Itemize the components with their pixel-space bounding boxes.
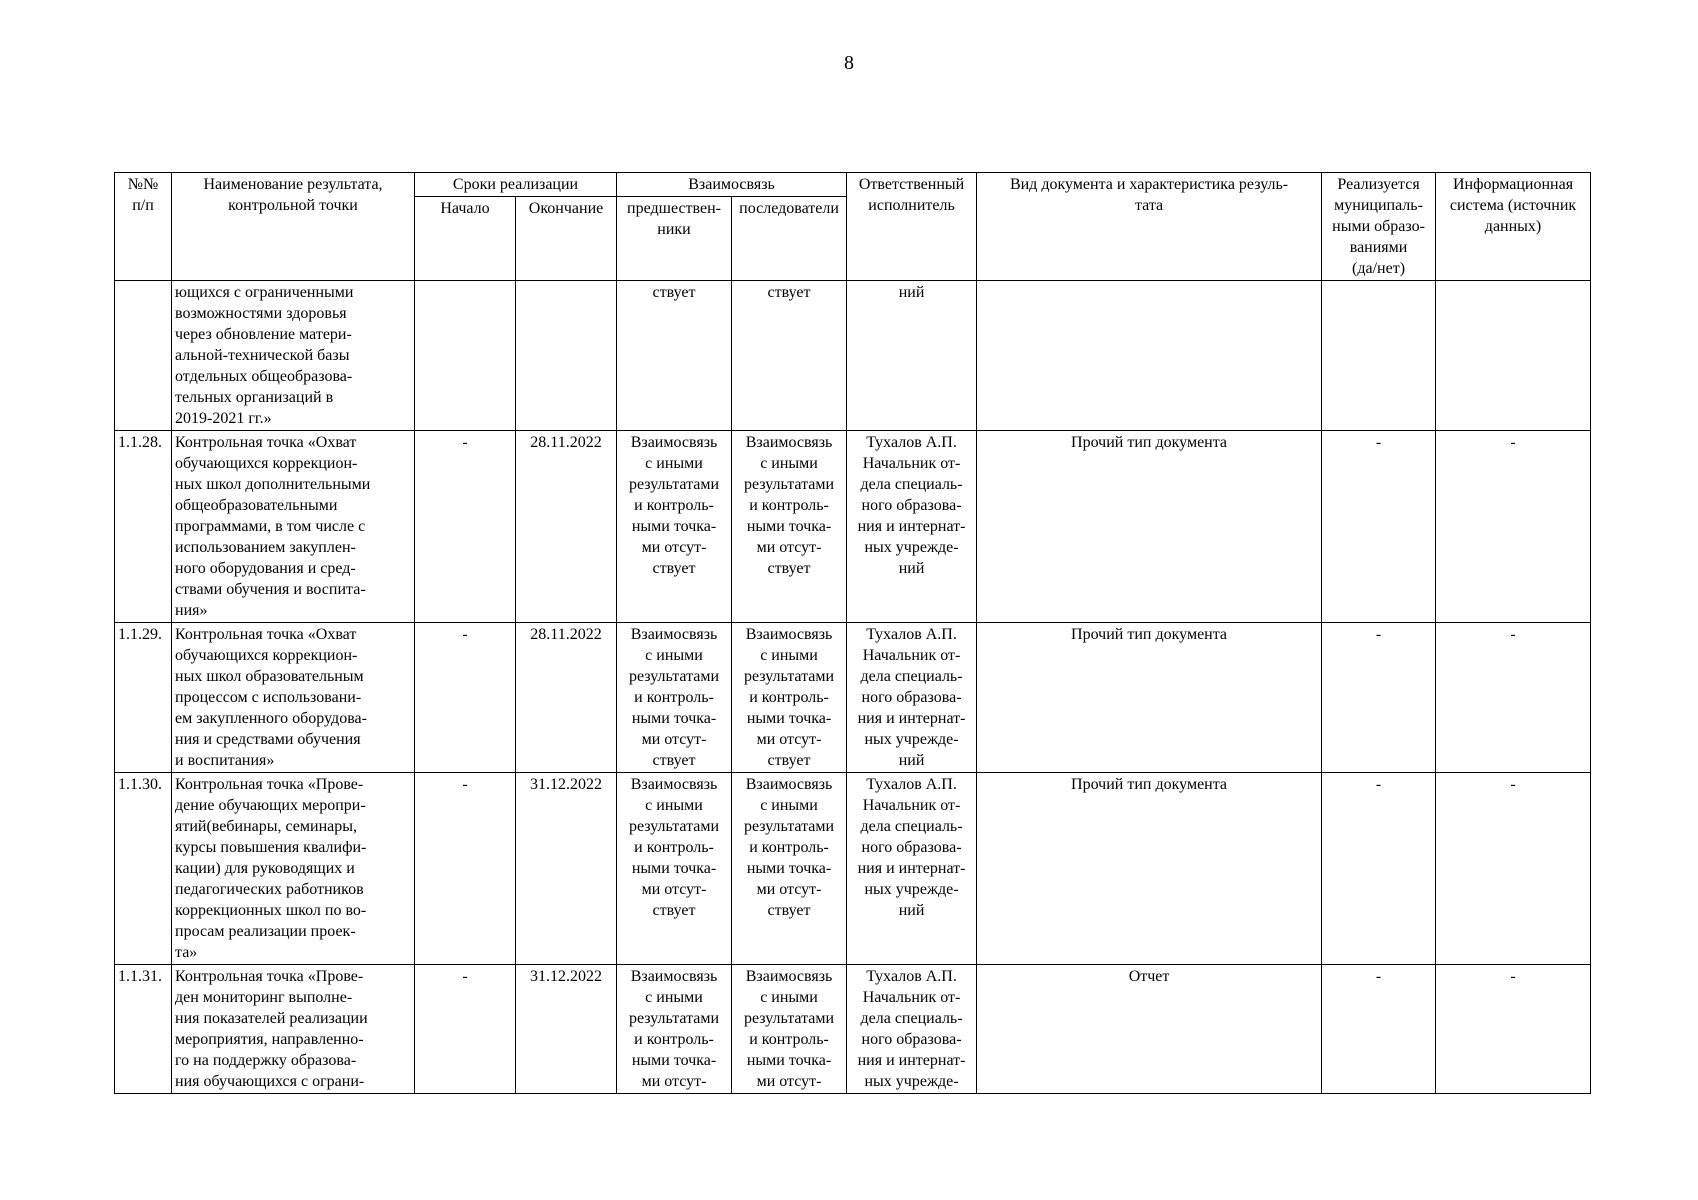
row-info-system: - — [1436, 773, 1591, 965]
row-predecessors: Взаимосвязь с иными результатами и контроль- ными точка- ми отсут- ствует — [617, 623, 732, 773]
row-number: 1.1.30. — [115, 773, 172, 965]
row-end — [516, 281, 617, 431]
row-successors: Взаимосвязь с иными результатами и контроль- ными точка- ми отсут- — [732, 965, 847, 1094]
implementation-plan-table — [114, 172, 1591, 1094]
header-relation: Взаимосвязь — [617, 173, 847, 197]
row-end: 28.11.2022 — [516, 623, 617, 773]
row-start: - — [415, 773, 516, 965]
table-header-row — [115, 173, 1591, 197]
table-row — [115, 431, 1591, 623]
row-responsible: Тухалов А.П. Начальник от- дела специаль- ного образова- ния и интернат- ных учрежде- ний — [847, 431, 977, 623]
row-responsible: ний — [847, 281, 977, 431]
row-start: - — [415, 965, 516, 1094]
header-responsible: Ответственный исполнитель — [847, 173, 977, 281]
row-doc-type — [977, 281, 1322, 431]
row-number: 1.1.31. — [115, 965, 172, 1094]
row-start: - — [415, 623, 516, 773]
row-municipal — [1322, 281, 1436, 431]
row-doc-type: Прочий тип документа — [977, 623, 1322, 773]
row-end: 31.12.2022 — [516, 773, 617, 965]
row-doc-type: Прочий тип документа — [977, 773, 1322, 965]
table-row — [115, 623, 1591, 773]
row-info-system: - — [1436, 965, 1591, 1094]
row-responsible: Тухалов А.П. Начальник от- дела специаль- ного образова- ния и интернат- ных учрежде- ний — [847, 773, 977, 965]
row-doc-type: Отчет — [977, 965, 1322, 1094]
row-predecessors: ствует — [617, 281, 732, 431]
row-name: Контрольная точка «Прове- дение обучающих меропри- ятий(вебинары, семинары, курсы повышения квалифи- кации) для руководящих и педагогических работников коррекционных школ по во- просам реализации проек- та» — [172, 773, 415, 965]
header-doc-type: Вид документа и характеристика резуль- тата — [977, 173, 1322, 281]
row-name: Контрольная точка «Охват обучающихся коррекцион- ных школ дополнительными общеобразовательными программами, в том числе с использованием закуплен- ного оборудования и сред- ствами обучения и воспита- ния» — [172, 431, 415, 623]
row-start: - — [415, 431, 516, 623]
row-responsible: Тухалов А.П. Начальник от- дела специаль- ного образова- ния и интернат- ных учрежде- ний — [847, 623, 977, 773]
header-end: Окончание — [516, 197, 617, 281]
row-name: Контрольная точка «Охват обучающихся коррекцион- ных школ образовательным процессом с использовани- ем закупленного оборудова- ния и средствами обучения и воспитания» — [172, 623, 415, 773]
row-info-system — [1436, 281, 1591, 431]
row-doc-type: Прочий тип документа — [977, 431, 1322, 623]
row-number: 1.1.28. — [115, 431, 172, 623]
page-number: 8 — [844, 52, 854, 74]
row-successors: ствует — [732, 281, 847, 431]
row-end: 28.11.2022 — [516, 431, 617, 623]
row-number — [115, 281, 172, 431]
row-responsible: Тухалов А.П. Начальник от- дела специаль- ного образова- ния и интернат- ных учрежде- — [847, 965, 977, 1094]
header-info-system: Информационная система (источник данных) — [1436, 173, 1591, 281]
row-end: 31.12.2022 — [516, 965, 617, 1094]
row-predecessors: Взаимосвязь с иными результатами и контроль- ными точка- ми отсут- — [617, 965, 732, 1094]
header-number: №№ п/п — [115, 173, 172, 281]
table-row-continuation — [115, 281, 1591, 431]
header-predecessors: предшествен- ники — [617, 197, 732, 281]
row-municipal: - — [1322, 965, 1436, 1094]
row-name: Контрольная точка «Прове- ден мониторинг выполне- ния показателей реализации мероприятия, направленно- го на поддержку образова- ния обучающихся с ограни- — [172, 965, 415, 1094]
table-row — [115, 773, 1591, 965]
row-successors: Взаимосвязь с иными результатами и контроль- ными точка- ми отсут- ствует — [732, 773, 847, 965]
row-number: 1.1.29. — [115, 623, 172, 773]
row-municipal: - — [1322, 773, 1436, 965]
row-start — [415, 281, 516, 431]
header-name: Наименование результата, контрольной точки — [172, 173, 415, 281]
header-municipal: Реализуется муниципаль- ными образо- ваниями (да/нет) — [1322, 173, 1436, 281]
row-info-system: - — [1436, 431, 1591, 623]
row-municipal: - — [1322, 431, 1436, 623]
row-predecessors: Взаимосвязь с иными результатами и контроль- ными точка- ми отсут- ствует — [617, 431, 732, 623]
row-predecessors: Взаимосвязь с иными результатами и контроль- ными точка- ми отсут- ствует — [617, 773, 732, 965]
header-successors: последователи — [732, 197, 847, 281]
header-start: Начало — [415, 197, 516, 281]
header-terms: Сроки реализации — [415, 173, 617, 197]
row-info-system: - — [1436, 623, 1591, 773]
row-successors: Взаимосвязь с иными результатами и контроль- ными точка- ми отсут- ствует — [732, 431, 847, 623]
row-successors: Взаимосвязь с иными результатами и контроль- ными точка- ми отсут- ствует — [732, 623, 847, 773]
row-municipal: - — [1322, 623, 1436, 773]
row-name: ющихся с ограниченными возможностями здоровья через обновление матери- альной-технической базы отдельных общеобразова- тельных организаций в 2019-2021 гг.» — [172, 281, 415, 431]
table-row — [115, 965, 1591, 1094]
